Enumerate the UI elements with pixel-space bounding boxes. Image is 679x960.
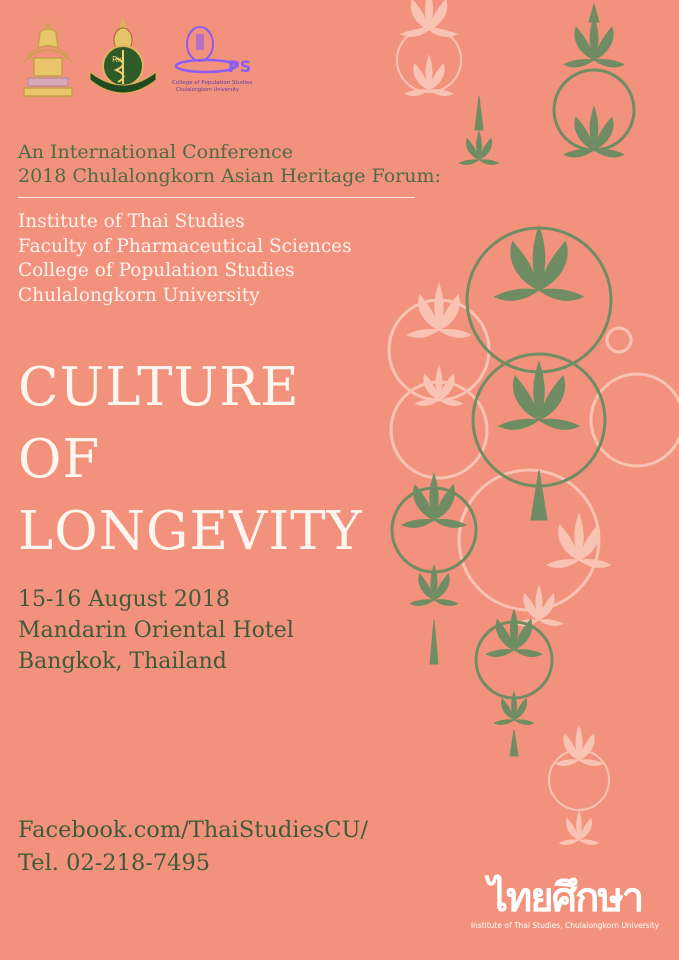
organizer-item: Chulalongkorn University bbox=[18, 284, 260, 306]
title-line-1: CULTURE bbox=[18, 357, 300, 418]
facebook-link[interactable]: Facebook.com/ThaiStudiesCU/ bbox=[18, 817, 369, 843]
divider bbox=[18, 197, 415, 198]
event-details bbox=[18, 584, 294, 677]
cps-caption-1: College of Population Studies bbox=[172, 80, 253, 86]
chulalongkorn-crest-logo bbox=[20, 18, 76, 102]
cps-caption-2: Chulalongkorn University bbox=[176, 87, 239, 93]
event-venue: Mandarin Oriental Hotel bbox=[18, 618, 294, 643]
poster-title bbox=[18, 352, 363, 568]
telephone: Tel. 02-218-7495 bbox=[18, 850, 211, 876]
organizer-item: Institute of Thai Studies bbox=[18, 211, 245, 232]
organizer-item: Faculty of Pharmaceutical Sciences bbox=[18, 235, 352, 257]
svg-text:PS: PS bbox=[228, 57, 252, 76]
event-city: Bangkok, Thailand bbox=[18, 649, 227, 674]
brand-subtitle: Institute of Thai Studies, Chulalongkorn University bbox=[470, 921, 660, 930]
contact-info bbox=[18, 814, 368, 880]
event-dates: 15-16 August 2018 bbox=[18, 587, 230, 612]
cps-logo bbox=[170, 20, 262, 100]
heading-line-1: An International Conference bbox=[18, 141, 294, 163]
pharmacy-faculty-logo bbox=[86, 14, 160, 98]
title-line-3: LONGEVITY bbox=[18, 501, 363, 562]
conference-heading bbox=[18, 140, 441, 188]
svg-text:Rx: Rx bbox=[112, 55, 123, 64]
organizers-list bbox=[18, 210, 352, 308]
organizer-item: College of Population Studies bbox=[18, 260, 295, 281]
title-line-2: OF bbox=[18, 429, 101, 490]
brand-wordmark: ไทยศึกษา bbox=[487, 875, 643, 921]
heading-line-2: 2018 Chulalongkorn Asian Heritage Forum: bbox=[18, 165, 441, 187]
thai-studies-brand-logo bbox=[470, 875, 660, 930]
